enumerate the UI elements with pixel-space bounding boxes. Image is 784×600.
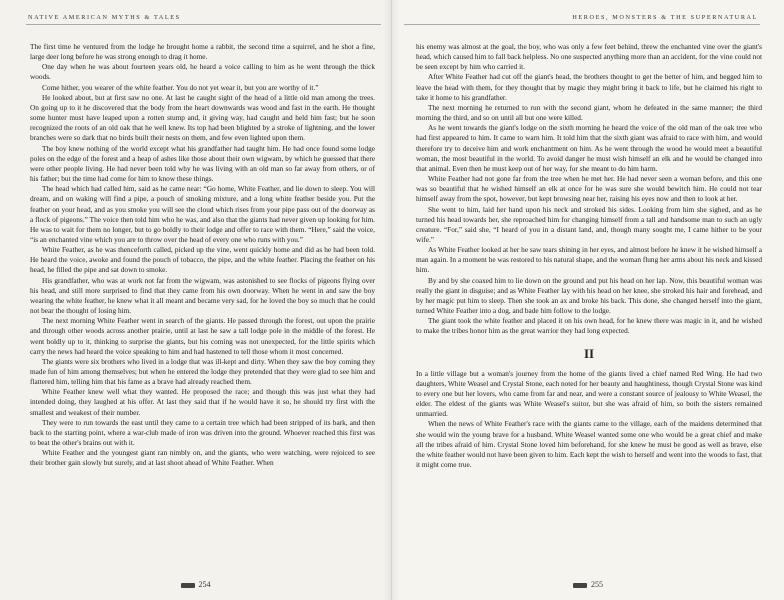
- page-number: 255: [591, 580, 603, 589]
- paragraph: In a little village but a woman's journey from the home of the giants lived a chief named Red Wing. He had two daughters, White Weasel and Crystal Stone, each noted for her beauty and haughtiness, though Crystal Stone was kind to every one but her lovers, who came from far and near, and were a constant source of jealousy to White Weasel, the elder. The eldest of the giants was White Weasel's suitor, but she was afraid of him, so both the sisters remained unmarried.: [416, 368, 762, 419]
- paragraph: She went to him, laid her hand upon his neck and stroked his sides. Looking from him she sighed, and as he turned his head towards her, she reproached him for changing himself from a tall and handsome man to such an ugly creature. “For,” said she, “I heard of you in a distant land, and, though many sought me, I came hither to be your wife.”: [416, 204, 762, 244]
- page-number: 254: [198, 580, 211, 589]
- section-title: II: [583, 345, 595, 361]
- paragraph: They were to run towards the east until they came to a certain tree which had been stripped of its bark, and then back to the starting point, where a war-club made of iron was driven into the ground. Whoever reached this first was to beat the other's brains out with it.: [30, 417, 375, 448]
- ornament-icon: [181, 583, 195, 588]
- paragraph: White Feather, as he was thenceforth called, picked up the vine, went quickly home and did as he had been told. He heard the voice, awoke and found the pouch of tobacco, the pipe, and the white feather. Placing the feather on his head, he filled the pipe and sat down to smoke.: [30, 245, 375, 275]
- gutter-shadow-right: [392, 0, 400, 600]
- paragraph: The giants were six brothers who lived in a lodge that was ill-kept and dirty. When they saw the boy coming they made fun of him among themselves; but when he entered the lodge they pretended that they were glad to see him and flattered him, telling him that his fame as a brave had already reached them.: [30, 356, 375, 387]
- paragraph: The giant took the white feather and placed it on his own head, for he knew there was magic in it, and he wished to make the tribes honor him as the great warrior they had long expected.: [416, 316, 762, 336]
- paragraph: After White Feather had cut off the giant's head, the brothers thought to get the better of him, and begged him to leave the head with them, for they thought that by magic they might bring it back to life, but he claimed his right to take it home to his grandfather.: [416, 72, 762, 102]
- head-rule-left: [26, 24, 381, 25]
- paragraph: The boy knew nothing of the world except what his grandfather had taught him. He had once found some lodge poles on the edge of the forest and a heap of ashes like those about their own wigwam, by which he guessed that there were other people living. He had never been told why he was living with an old man so far away from others, or of his father; but the time had come for him to know these things.: [30, 143, 375, 184]
- paragraph: As he went towards the giant's lodge on the sixth morning he heard the voice of the old man of the oak tree who had first appeared to him. It came to warn him. It told him that the sixth giant was afraid to race with him, and would therefore try to deceive him and work enchantment on him. As he went through the wood he would meet a beautiful woman, the most beautiful in the world. To avoid danger he must wish himself an elk and he would be changed into that animal. Even then he must keep out of her way, for she meant to do him harm.: [416, 123, 762, 173]
- head-rule-right: [404, 24, 760, 25]
- paragraph: As White Feather looked at her he saw tears shining in her eyes, and almost before he knew it he wished himself a man again. In a moment he was restored to his natural shape, and the woman flung her arms about his neck and kissed him.: [416, 245, 762, 275]
- page-number-left: [0, 580, 391, 589]
- paragraph: One day when he was about fourteen years old, he heard a voice calling to him as he went through the thick woods.: [30, 62, 375, 82]
- left-page-body: [30, 42, 375, 469]
- paragraph: White Feather had not gone far from the tree when he met her. He had never seen a woman before, and this one was so beautiful that he wished himself an elk at once for he was sure she would bewitch him. He could not tear himself away from the spot, however, but kept browsing near her, raising his eyes now and then to look at her.: [416, 174, 762, 204]
- right-page-body: [416, 42, 762, 470]
- paragraph: By and by she coaxed him to lie down on the ground and put his head on her lap. Now, this beautiful woman was really the giant in disguise; and as White Feather lay with his head on her knee, she stroked his hair and forehead, and by her magic put him to sleep. Then she took an ax and broke his back. This done, she changed herself into the giant, turned White Feather into a dog, and bade him follow to the lodge.: [416, 275, 762, 316]
- paragraph: The head which had called him, said as he came near: “Go home, White Feather, and lie down to sleep. You will dream, and on waking will find a pipe, a pouch of smoking mixture, and a long white feather beside you. Put the feather on your head, and as you smoke you will see the cloud which rises from your pipe pass out of the doorway as a flock of pigeons.” The voice then told him who he was, and also that the giants had never given up looking for him. He was to wait for them no longer, but to go boldly to their lodge and offer to race with them. “Here,” said the voice, “is an enchanted vine which you are to throw over the head of every one who runs with you.”: [30, 184, 375, 244]
- paragraph: White Feather and the youngest giant ran nimbly on, and the giants, who were watching, were rejoiced to see their brother gain slowly but surely, and at last shoot ahead of White Feather. When: [30, 448, 375, 468]
- page-number-right: [392, 580, 784, 589]
- paragraph: When the news of White Feather's race with the giants came to the village, each of the maidens determined that she would win the young brave for a husband. White Weasel wanted some one who would be a great chief and make all the tribes afraid of him. Crystal Stone loved him beforehand, for she knew he must be good as well as brave, else the white feather would not have been given to him. Each kept the wish to herself and went into the woods to fast, that it might come true.: [416, 419, 762, 470]
- paragraph: White Feather knew well what they wanted. He proposed the race; and though this was just what they had intended doing, they laughed at his offer. At last they said that if he would have it so, he should try first with the smallest and weakest of their number.: [30, 387, 375, 417]
- paragraph: He looked about, but at first saw no one. At last he caught sight of the head of a little old man among the trees. On going up to it he discovered that the body from the heart downwards was wood and fast in the earth. He thought some hunter must have leaped upon a rotten stump and, it giving way, had caught and held him fast; but he soon recognized the roots of an old oak that he well knew. Its top had been blighted by a stroke of lightning, and the lower branches were so dark that no birds built their nests on them, and few even lighted upon them.: [30, 92, 375, 143]
- running-head-left: NATIVE AMERICAN MYTHS & TALES: [28, 14, 181, 21]
- running-head-right: HEROES, MONSTERS & THE SUPERNATURAL: [572, 14, 758, 21]
- paragraph: His grandfather, who was at work not far from the wigwam, was astonished to see flocks of pigeons flying over his head, and still more surprised to find that they came from his own doorway. When he went in and saw the boy wearing the white feather, he knew what it all meant and became very sad, for he loved the boy so much that he could not bear the thought of losing him.: [30, 275, 375, 316]
- paragraph: his enemy was almost at the goal, the boy, who was only a few feet behind, threw the enchanted vine over the giant's head, which caused him to fall back helpless. No one suspected anything more than an accident, for the vine could not be seen except by him who carried it.: [416, 42, 762, 72]
- right-page: [392, 0, 784, 600]
- paragraph: The first time he ventured from the lodge he brought home a rabbit, the second time a squirrel, and he shot a fine, large deer long before he was strong enough to drag it home.: [30, 42, 375, 62]
- paragraph: The next morning White Feather went in search of the giants. He passed through the forest, out upon the prairie and through other woods across another prairie, until at last he saw a tall lodge pole in the middle of the forest. He went boldly up to it, thinking to surprise the giants, but his coming was not unexpected, for the little spirits which carry the news had heard the voice speaking to him and had hastened to tell those whom it most concerned.: [30, 316, 375, 356]
- gutter-shadow-left: [383, 0, 391, 600]
- ornament-icon: [573, 583, 587, 588]
- paragraph: The next morning he returned to run with the second giant, whom he defeated in the same manner; the third morning the third, and so on until all but one were killed.: [416, 102, 762, 123]
- paragraph: Come hither, you wearer of the white feather. You do not yet wear it, but you are worthy of it.”: [42, 82, 319, 92]
